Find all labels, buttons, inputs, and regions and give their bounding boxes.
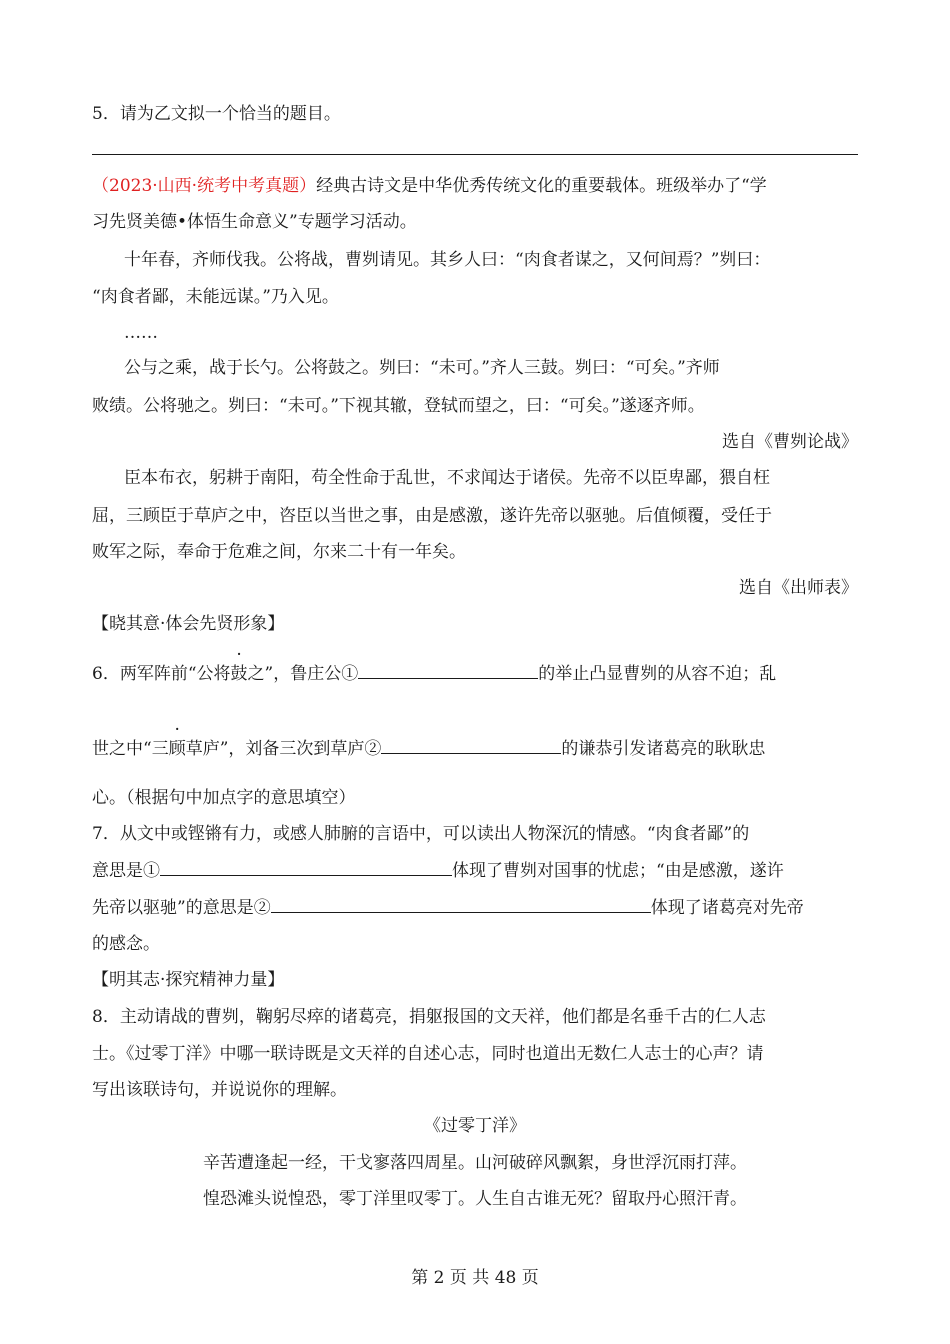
question-5: 5．请为乙文拟一个恰当的题目。 xyxy=(92,104,341,124)
section-heading-1: 【晓其意·体会先贤形象】 xyxy=(92,614,285,634)
question-6-line-2: 世之中“三顾草庐”，刘备三次到草庐② 的谦恭引发诸葛亮的耿耿忠 xyxy=(92,736,858,761)
passage-b-source: 选自《出师表》 xyxy=(739,578,858,598)
answer-blank-q6-1[interactable] xyxy=(358,661,538,679)
passage-a-line-2: “肉食者鄙，未能远谋。”乃入见。 xyxy=(92,287,339,307)
passage-b-line-2: 屈，三顾臣于草庐之中，咨臣以当世之事，由是感激，遂许先帝以驱驰。后值倾覆，受任于 xyxy=(92,506,772,526)
answer-blank-q6-2[interactable] xyxy=(381,736,561,754)
passage-a-source: 选自《曹刿论战》 xyxy=(722,432,858,452)
answer-line-q5 xyxy=(92,154,858,155)
question-6-line-1: 6．两军阵前“公将鼓之”，鲁庄公① 的举止凸显曹刿的从容不迫；乱 xyxy=(92,661,858,686)
passage-b-line-1: 臣本布衣，躬耕于南阳，苟全性命于乱世，不求闻达于诸侯。先帝不以臣卑鄙，猥自枉 xyxy=(124,468,770,488)
question-8-line-3: 写出该联诗句，并说说你的理解。 xyxy=(92,1080,347,1100)
intro-line-2: 习先贤美德•体悟生命意义”专题学习活动。 xyxy=(92,212,417,232)
passage-a-line-1: 十年春，齐师伐我。公将战，曹刿请见。其乡人曰：“肉食者谋之，又何间焉？”刿曰： xyxy=(124,250,771,270)
section-heading-2: 【明其志·探究精神力量】 xyxy=(92,970,285,990)
passage-a-line-3: 公与之乘，战于长勺。公将鼓之。刿曰：“未可。”齐人三鼓。刿曰：“可矣。”齐师 xyxy=(124,358,720,378)
question-6-line-3: 心。（根据句中加点字的意思填空） xyxy=(92,788,356,808)
passage-b-line-3: 败军之际，奉命于危难之间，尔来二十有一年矣。 xyxy=(92,542,466,562)
emphasis-dot-char: 顾 xyxy=(168,739,186,759)
question-8-line-1: 8．主动请战的曹刿，鞠躬尽瘁的诸葛亮，捐躯报国的文天祥，他们都是名垂千古的仁人志 xyxy=(92,1007,766,1027)
answer-blank-q7-1[interactable] xyxy=(160,858,452,876)
passage-a-ellipsis: …… xyxy=(124,323,158,343)
question-7-line-2: 意思是① 体现了曹刿对国事的忧虑；“由是感激，遂许 xyxy=(92,858,858,883)
poem-line-2: 惶恐滩头说惶恐，零丁洋里叹零丁。人生自古谁无死？留取丹心照汗青。 xyxy=(203,1189,747,1209)
exam-source-tag: （2023·山西·统考中考真题） xyxy=(92,176,317,196)
poem-title: 《过零丁洋》 xyxy=(424,1116,526,1136)
passage-a-line-4: 败绩。公将驰之。刿曰：“未可。”下视其辙，登轼而望之，曰：“可矣。”遂逐齐师。 xyxy=(92,396,705,416)
poem-line-1: 辛苦遭逢起一经，干戈寥落四周星。山河破碎风飘絮，身世浮沉雨打萍。 xyxy=(203,1153,747,1173)
answer-blank-q7-2[interactable] xyxy=(271,895,651,913)
emphasis-dot-char: 鼓 xyxy=(230,664,248,684)
question-8-line-2: 士。《过零丁洋》中哪一联诗既是文天祥的自述心志，同时也道出无数仁人志士的心声？请 xyxy=(92,1044,764,1064)
question-7-line-1: 7．从文中或铿锵有力，或感人肺腑的言语中，可以读出人物深沉的情感。“肉食者鄙”的 xyxy=(92,824,750,844)
intro-text-1: 经典古诗文是中华优秀传统文化的重要载体。班级举办了“学 xyxy=(316,176,767,196)
intro-line-1 xyxy=(92,174,858,198)
page-footer: 第 2 页 共 48 页 xyxy=(411,1268,539,1288)
question-7-line-4: 的感念。 xyxy=(92,934,160,954)
question-7-line-3: 先帝以驱驰”的意思是② 体现了诸葛亮对先帝 xyxy=(92,895,858,920)
